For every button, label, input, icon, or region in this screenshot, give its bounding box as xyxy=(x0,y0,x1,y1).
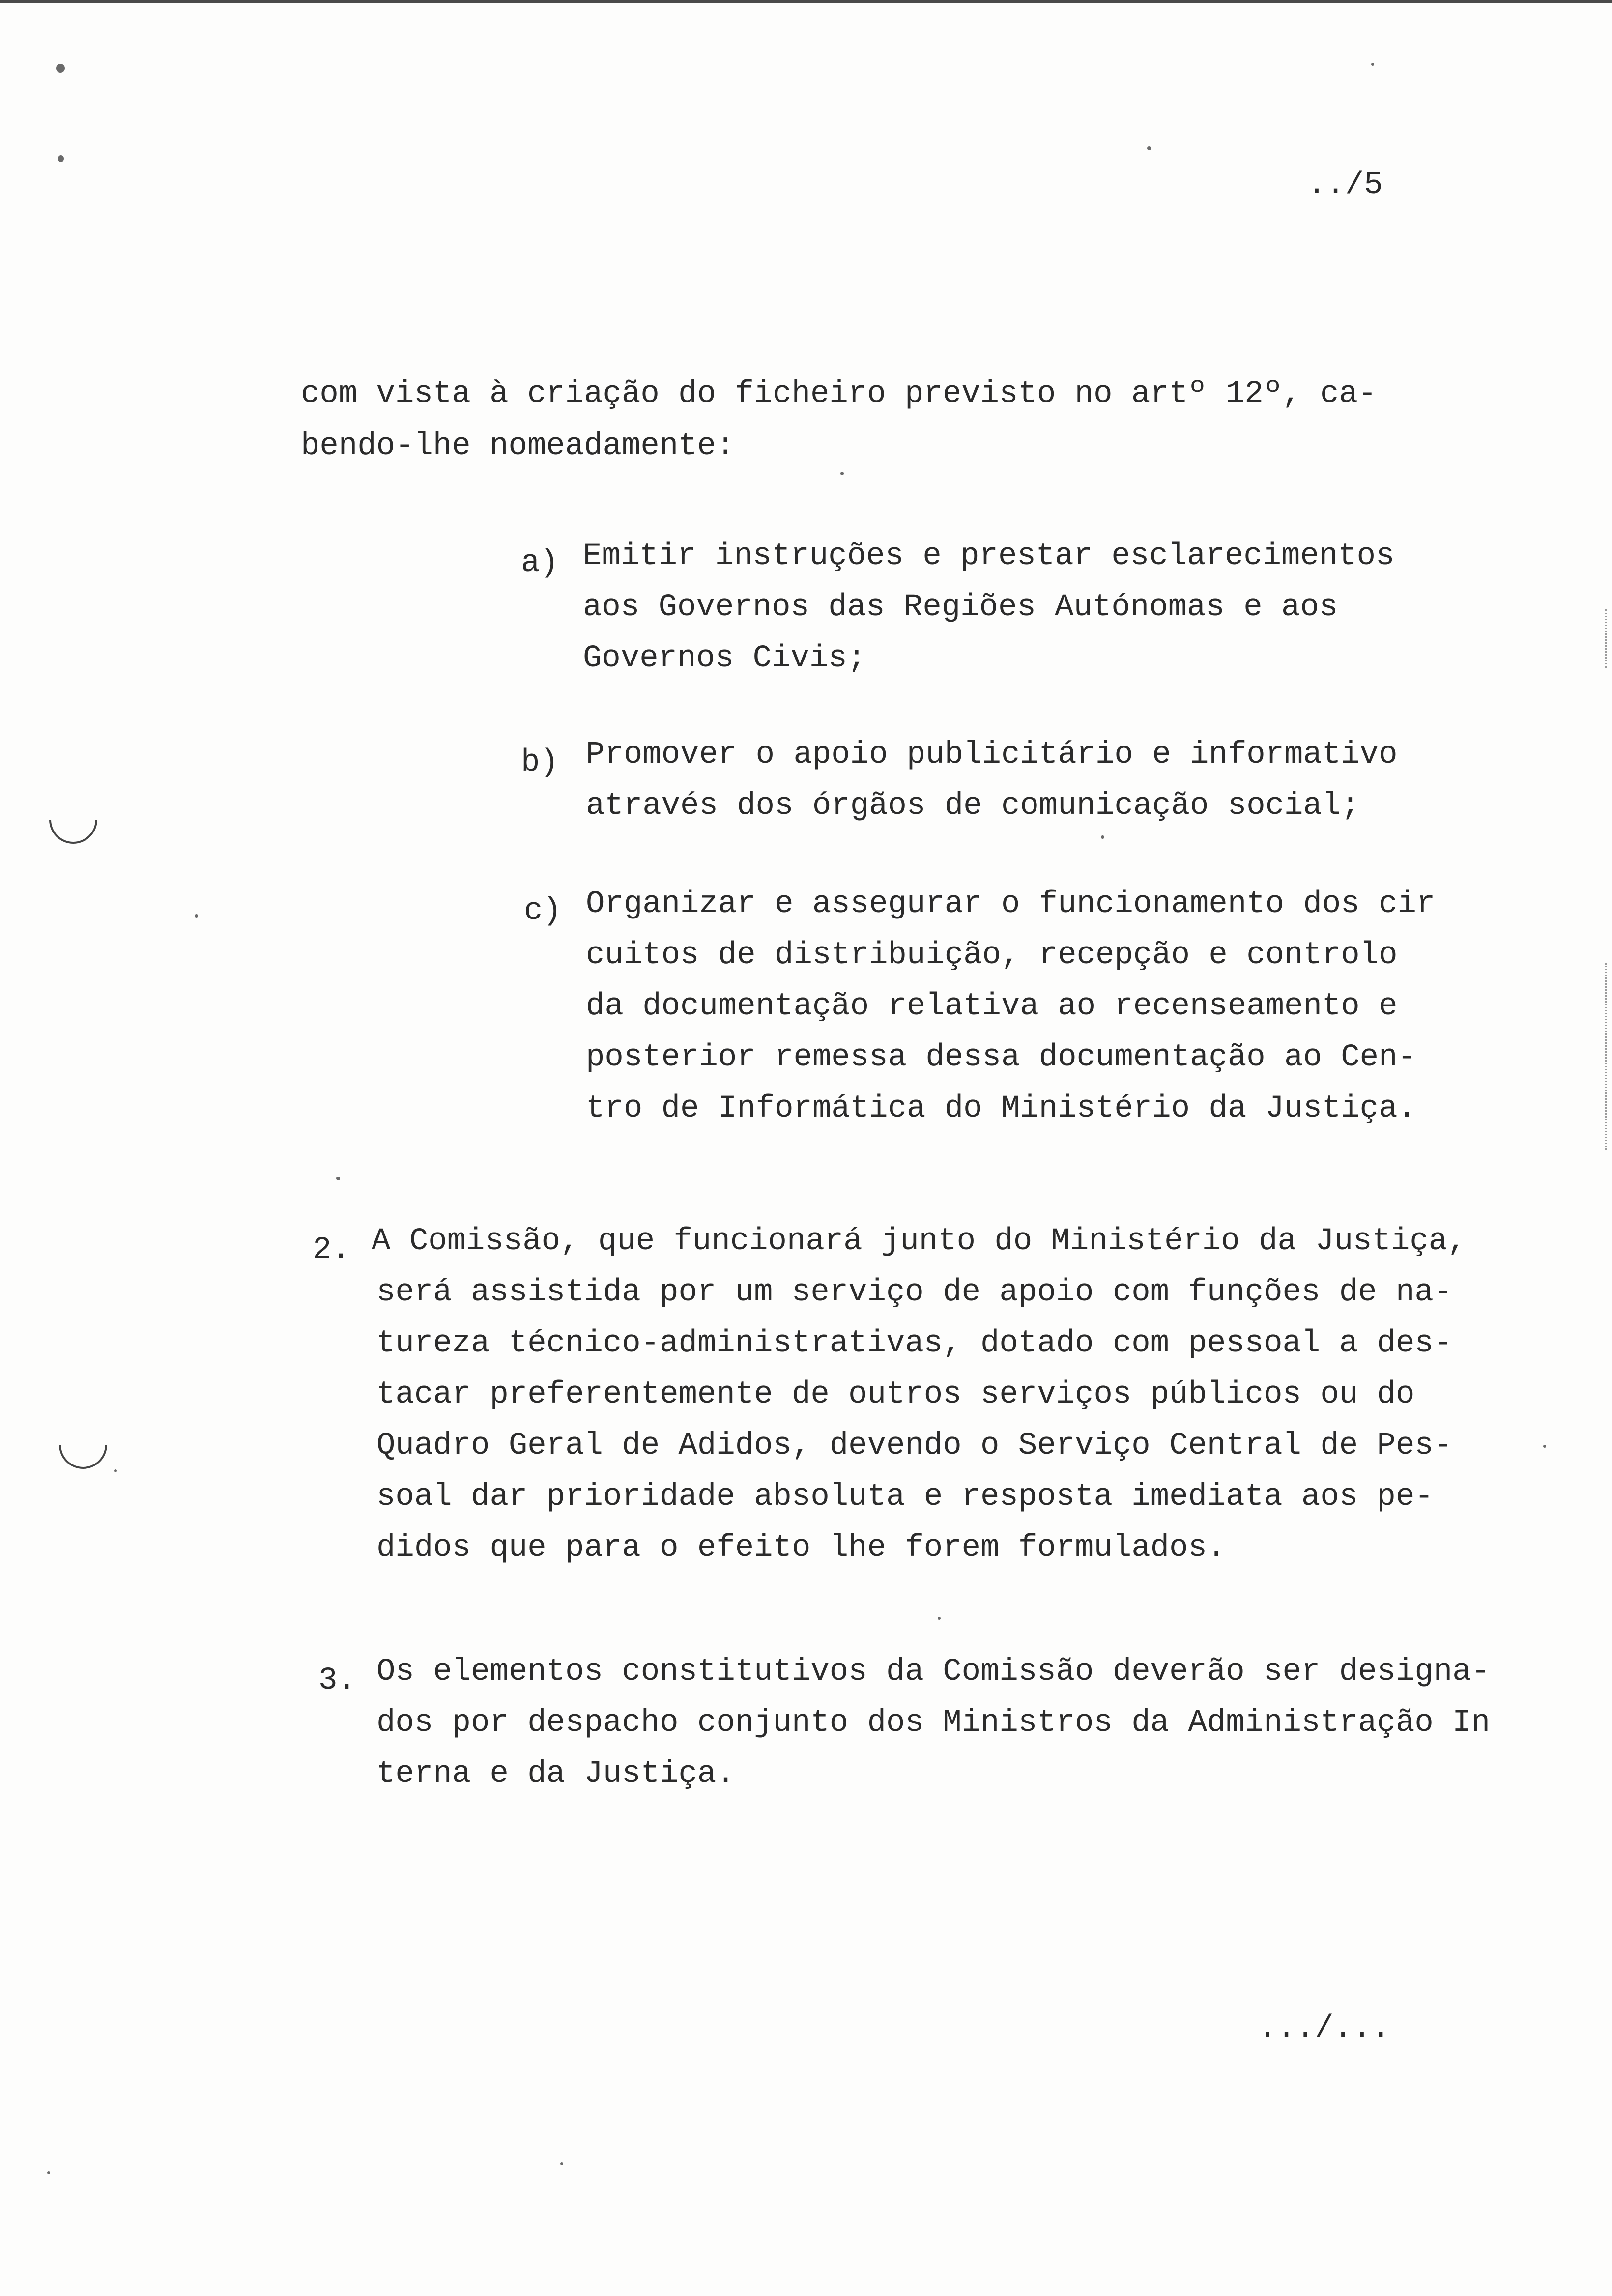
section-2-number: 2. xyxy=(313,1233,350,1268)
item-b-line-1: Promover o apoio publicitário e informativo xyxy=(586,737,1398,773)
binder-hole-mark xyxy=(49,820,97,844)
item-c-line-1: Organizar e assegurar o funcionamento dos cir xyxy=(586,887,1436,922)
page-top-edge xyxy=(0,0,1612,3)
scan-speck xyxy=(938,1617,941,1620)
scan-edge-dots xyxy=(1605,609,1608,668)
section-2-line-5: Quadro Geral de Adidos, devendo o Serviço Central de Pes- xyxy=(376,1428,1453,1464)
item-a-label: a) xyxy=(521,545,559,581)
item-c-line-5: tro de Informática do Ministério da Justiça. xyxy=(586,1091,1416,1126)
item-b-line-2: através dos órgãos de comunicação social; xyxy=(586,788,1360,824)
scan-speck xyxy=(58,155,64,162)
section-3-line-2: dos por despacho conjunto dos Ministros da Administração In xyxy=(376,1705,1490,1741)
section-2-line-2: será assistida por um serviço de apoio com funções de na- xyxy=(376,1275,1453,1310)
intro-line-2: bendo-lhe nomeadamente: xyxy=(301,429,735,464)
section-3-line-3: terna e da Justiça. xyxy=(376,1756,735,1792)
scan-edge-dots xyxy=(1605,963,1608,1150)
scan-speck xyxy=(56,64,65,73)
section-2-line-1: A Comissão, que funcionará junto do Ministério da Justiça, xyxy=(372,1224,1467,1259)
continuation-marker: .../... xyxy=(1258,2011,1390,2046)
scan-speck xyxy=(1543,1445,1546,1448)
binder-hole-mark xyxy=(59,1445,107,1469)
scan-speck xyxy=(560,2162,563,2165)
scan-speck xyxy=(1147,146,1151,150)
section-2-line-7: didos que para o efeito lhe forem formulados. xyxy=(376,1530,1226,1566)
section-3-number: 3. xyxy=(318,1663,356,1698)
item-a-line-1: Emitir instruções e prestar esclarecimentos xyxy=(583,539,1395,574)
item-b-label: b) xyxy=(521,745,559,780)
scan-speck xyxy=(336,1177,340,1180)
section-2-line-6: soal dar prioridade absoluta e resposta imediata aos pe- xyxy=(376,1479,1434,1515)
item-c-line-3: da documentação relativa ao recenseamento e xyxy=(586,989,1398,1024)
section-2-line-4: tacar preferentemente de outros serviços públicos ou do xyxy=(376,1377,1415,1412)
item-c-label: c) xyxy=(524,893,562,929)
item-a-line-2: aos Governos das Regiões Autónomas e aos xyxy=(583,590,1338,625)
scan-speck xyxy=(1101,835,1104,839)
scan-speck xyxy=(1371,63,1374,66)
item-c-line-2: cuitos de distribuição, recepção e controlo xyxy=(586,938,1398,973)
scan-speck xyxy=(47,2171,50,2174)
scan-speck xyxy=(840,472,844,475)
item-c-line-4: posterior remessa dessa documentação ao Cen- xyxy=(586,1040,1416,1075)
item-a-line-3: Governos Civis; xyxy=(583,641,866,676)
section-2-line-3: tureza técnico-administrativas, dotado com pessoal a des- xyxy=(376,1326,1453,1361)
page-reference: ../5 xyxy=(1307,168,1383,203)
scan-speck xyxy=(114,1469,117,1472)
section-3-line-1: Os elementos constitutivos da Comissão deverão ser designa- xyxy=(376,1654,1490,1690)
intro-line-1: com vista à criação do ficheiro previsto no artº 12º, ca- xyxy=(301,376,1377,412)
scan-speck xyxy=(195,914,198,918)
